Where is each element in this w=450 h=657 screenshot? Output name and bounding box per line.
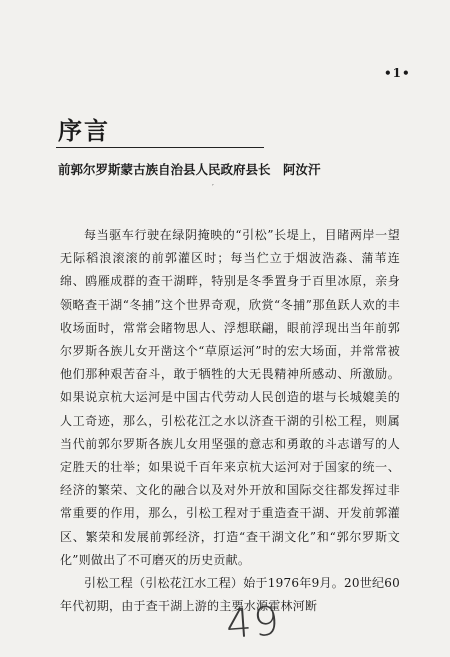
page-title: 序言 — [58, 116, 110, 145]
paragraph: 每当驱车行驶在绿阴掩映的“引松”长堤上，目睹两岸一望无际稻浪滚滚的前郭灌区时；每当伫立于烟波浩淼、蒲苇连绵、鸥雁成群的查干湖畔，特别是冬季置身于百里冰原，亲身领略查干湖“冬捕”这个世界奇观，欣赏“冬捕”那鱼跃人欢的丰收场面时，常常会睹物思人、浮想联翩，眼前浮现出当年前郭尔罗斯各族儿女开凿这个“草原运河”时的宏大场面，并常常被他们那种艰苦奋斗，敢于牺牲的大无畏精神所感动、所激励。如果说京杭大运河是中国古代劳动人民创造的堪与长城媲美的人工奇迹，那么，引松花江之水以济查干湖的引松工程，则属当代前郭尔罗斯各族儿女用坚强的意志和勇敢的斗志谱写的人定胜天的壮举；如果说千百年来京杭大运河对于国家的统一、经济的繁荣、文化的融合以及对外开放和国际交往都发挥过非常重要的作用，那么，引松工程对于重造查干湖、开发前郭灌区、繁荣和发展前郭经济，打造“查干湖文化”和“郭尔罗斯文化”则做出了不可磨灭的历史贡献。 — [60, 228, 400, 567]
title-underline — [56, 147, 264, 148]
author-line: 前郭尔罗斯蒙古族自治县人民政府县长 阿汝汗 — [58, 162, 321, 177]
body-text — [60, 224, 400, 618]
paragraph: 引松工程（引松花江水工程）始于1976年9月。20世纪60年代初期，由于查干湖上游的主要水源霍林河断 — [60, 576, 400, 614]
stray-mark: ′ — [212, 183, 214, 192]
page-number: •1• — [384, 66, 411, 80]
handwritten-page-note: 49 — [224, 598, 283, 648]
